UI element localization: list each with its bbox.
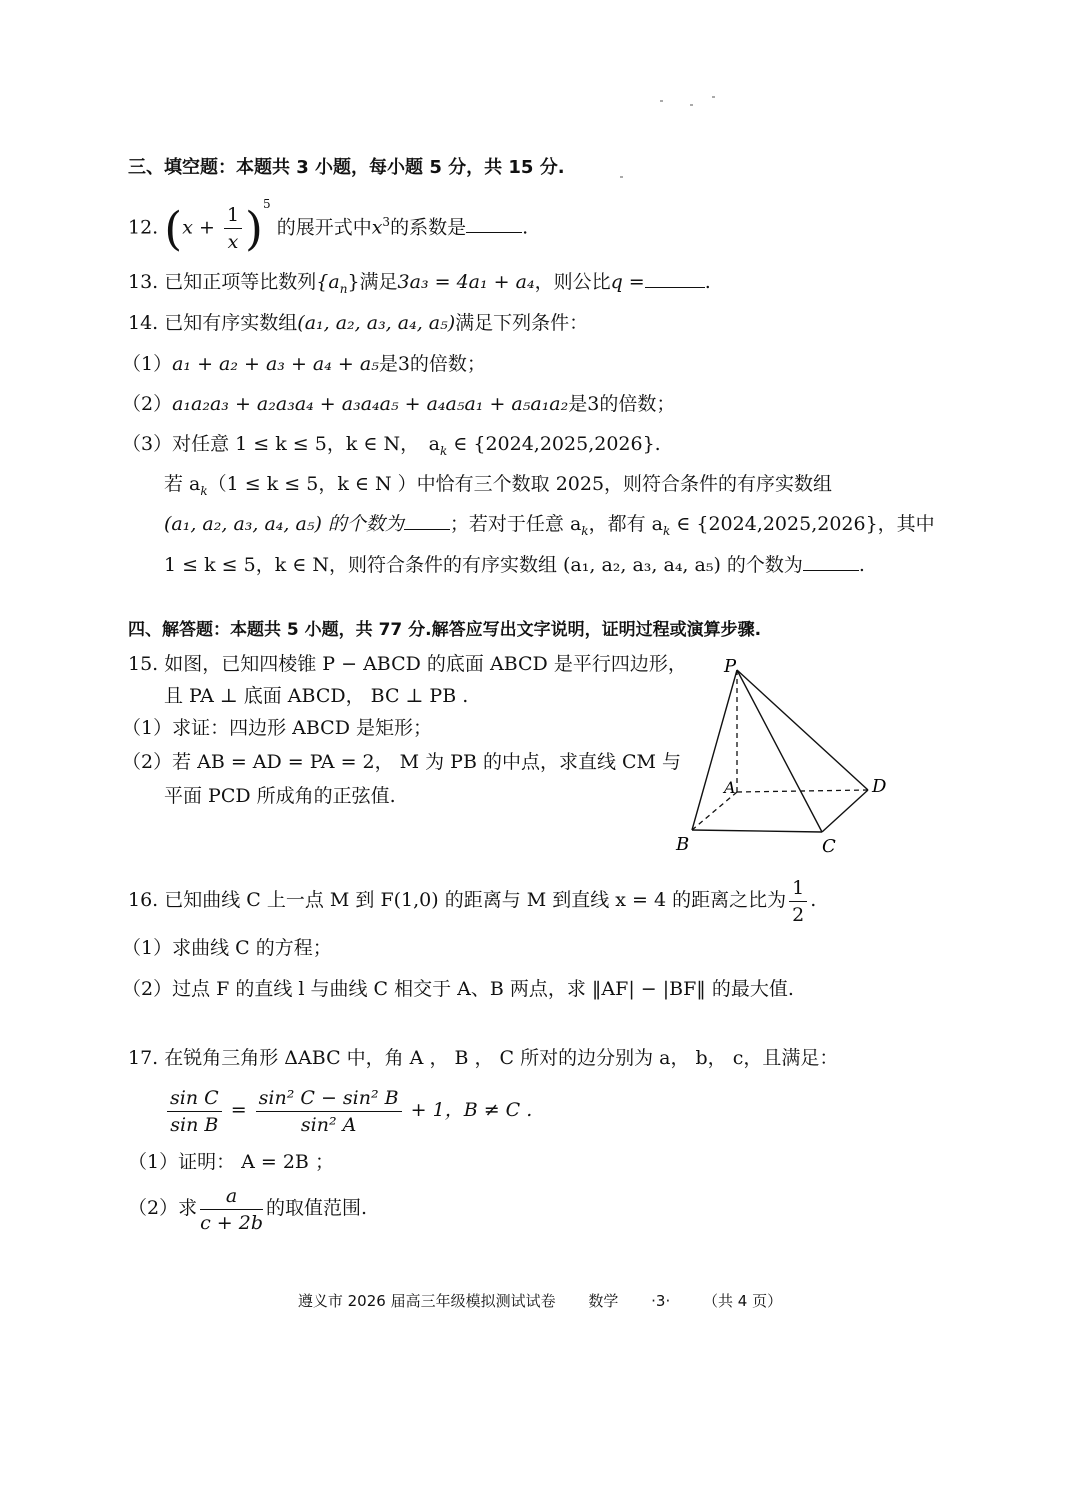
- q13-number: 13.: [128, 271, 159, 293]
- q14-p1a: 若 a: [164, 473, 201, 495]
- q13-seq-sub: n: [339, 281, 348, 296]
- question-12: [128, 196, 528, 255]
- q17-number: 17.: [128, 1047, 159, 1069]
- question-14: [128, 311, 588, 335]
- q14-p1-sub: k: [200, 483, 208, 498]
- q16-part2: （2）过点 F 的直线 l 与曲线 C 相交于 A、B 两点，求 ‖AF| − |BF‖ 的最大值.: [122, 978, 794, 1000]
- q14-p2-sub2: k: [662, 523, 671, 538]
- pyramid-figure: [660, 650, 900, 860]
- q14-p2d: ∈ {2024,2025,2026}，其中: [670, 513, 935, 535]
- q14-paragraph-2: [164, 512, 935, 543]
- q14-condition-1: [122, 352, 486, 376]
- q14-intro: 已知有序实数组: [164, 312, 298, 334]
- q16-frac-den: 2: [792, 903, 805, 926]
- q12-end: .: [522, 216, 529, 239]
- q14-c2-text: 是3的倍数；: [568, 393, 676, 415]
- q14-c2-label: （2）: [122, 393, 173, 415]
- q13-end: .: [704, 271, 711, 293]
- q16-frac-num: 1: [789, 875, 807, 902]
- q14-c1-label: （1）: [122, 353, 173, 375]
- q14-condition-2: [122, 392, 675, 416]
- edge-PB: [692, 670, 737, 830]
- edge-AD-hidden: [737, 790, 868, 792]
- q17-equals: =: [230, 1099, 247, 1121]
- q14-p3a: 1 ≤ k ≤ 5，k ∈ N，则符合条件的有序实数组 (a₁, a₂, a₃, a₄, a₅) 的个数为: [164, 554, 803, 576]
- q15-line1: 如图，已知四棱锥 P − ABCD 的底面 ABCD 是平行四边形，: [164, 653, 687, 675]
- q15-number: 15.: [128, 653, 159, 675]
- question-15: [128, 652, 687, 676]
- q14-tuple: (a₁, a₂, a₃, a₄, a₅): [297, 312, 456, 334]
- section-3-heading: 三、填空题：本题共 3 小题，每小题 5 分，共 15 分.: [128, 157, 565, 178]
- label-P: P: [724, 656, 737, 677]
- q17-frac3-num: a: [200, 1183, 263, 1210]
- q13-seq: {a: [316, 271, 340, 293]
- edge-BC: [692, 830, 822, 832]
- scan-speck: [712, 96, 715, 98]
- q15-part2-cont: 平面 PCD 所成角的正弦值.: [164, 785, 396, 807]
- q14-c1-text: 是3的倍数；: [378, 353, 486, 375]
- q12-text2: 的系数是: [390, 216, 467, 239]
- q12-fraction: [224, 202, 242, 255]
- scan-speck: [660, 100, 663, 102]
- edge-PD: [737, 670, 868, 790]
- q12-number: 12.: [128, 216, 159, 239]
- q17-frac2-num: sin² C − sin² B: [256, 1085, 402, 1112]
- q12-var: x: [182, 216, 193, 239]
- q14-c3-label: （3）: [122, 433, 173, 455]
- q17-frac2: [256, 1085, 402, 1138]
- q13-q: q =: [610, 271, 645, 293]
- q16-number: 16.: [128, 889, 159, 911]
- scan-speck: [620, 176, 623, 178]
- scan-speck: [690, 104, 693, 106]
- answer-blank[interactable]: [803, 569, 859, 571]
- q12-frac-num: 1: [224, 202, 242, 229]
- q12-right-paren: ): [245, 201, 263, 256]
- q17-frac1-den: sin B: [170, 1113, 219, 1136]
- label-A: A: [724, 778, 736, 797]
- label-B: B: [676, 834, 690, 855]
- q14-p1b: （1 ≤ k ≤ 5，k ∈ N ）中恰有三个数取 2025，则符合条件的有序实数组: [207, 473, 833, 495]
- q13-text2: 满足: [359, 271, 398, 293]
- q14-p3-end: .: [858, 554, 865, 576]
- q14-c1-expr: a₁ + a₂ + a₃ + a₄ + a₅: [172, 353, 379, 375]
- q12-left-paren: (: [164, 201, 183, 256]
- q17-equation: [164, 1082, 532, 1138]
- question-16: [128, 872, 816, 928]
- q13-text3: ，则公比: [534, 271, 611, 293]
- q17-part1: （1）证明： A = 2B ；: [128, 1151, 334, 1173]
- answer-blank[interactable]: [466, 231, 522, 233]
- q17-part2-text: 的取值范围.: [266, 1197, 368, 1219]
- q12-frac-den: x: [227, 230, 239, 253]
- q14-p2b: ；若对于任意 a: [449, 513, 582, 535]
- q17-part2-label: （2）求: [128, 1197, 198, 1219]
- q14-c3-set: ∈ {2024,2025,2026}.: [447, 433, 661, 455]
- question-17: [128, 1046, 838, 1070]
- q13-text1: 已知正项等比数列: [164, 271, 317, 293]
- q14-c3-text: 对任意 1 ≤ k ≤ 5，k ∈ N， a: [172, 433, 440, 455]
- q15-line2: 且 PA ⊥ 底面 ABCD， BC ⊥ PB .: [164, 685, 469, 707]
- edge-CD: [822, 790, 868, 832]
- q17-frac3: [200, 1183, 263, 1236]
- q16-fraction: [789, 875, 807, 928]
- label-C: C: [822, 836, 836, 857]
- q17-frac3-den: c + 2b: [200, 1211, 263, 1234]
- footer-subject: 数学: [588, 1292, 619, 1310]
- q17-frac2-den: sin² A: [300, 1113, 357, 1136]
- section-4-heading: 四、解答题：本题共 5 小题，共 77 分.解答应写出文字说明，证明过程或演算步骤.: [128, 620, 762, 640]
- q14-p2c: ，都有 a: [588, 513, 663, 535]
- q14-p2-sub: k: [581, 523, 589, 538]
- footer-page-number: ·3·: [651, 1292, 671, 1310]
- q13-seq-end: }: [347, 271, 360, 293]
- q14-intro-end: 满足下列条件：: [455, 312, 589, 334]
- question-13: [128, 270, 711, 301]
- q12-pow3: 3: [382, 215, 391, 229]
- q14-p2a: (a₁, a₂, a₃, a₄, a₅) 的个数为: [164, 513, 404, 535]
- label-D: D: [872, 776, 887, 797]
- q17-frac1-num: sin C: [167, 1085, 222, 1112]
- q12-exponent: 5: [263, 197, 271, 211]
- q12-plus: +: [198, 216, 215, 239]
- q14-c3-sub: k: [439, 443, 448, 458]
- answer-blank[interactable]: [404, 528, 450, 530]
- q14-paragraph-1: [164, 472, 832, 503]
- q13-equation: 3a₃ = 4a₁ + a₄: [397, 271, 535, 293]
- q17-line1: 在锐角三角形 ΔABC 中，角 A ， B ， C 所对的边分别为 a， b， c，且满足：: [164, 1047, 839, 1069]
- q16-line1: 已知曲线 C 上一点 M 到 F(1,0) 的距离与 M 到直线 x = 4 的距离之比为: [164, 889, 787, 911]
- q16-part1: （1）求曲线 C 的方程；: [122, 937, 332, 959]
- q17-part2: [128, 1180, 367, 1236]
- q14-condition-3: [122, 432, 661, 463]
- q17-tail: + 1，B ≠ C .: [410, 1099, 533, 1121]
- page-footer: [0, 1290, 1080, 1311]
- q14-c2-expr: a₁a₂a₃ + a₂a₃a₄ + a₃a₄a₅ + a₄a₅a₁ + a₅a₁a₂: [172, 393, 569, 415]
- answer-blank[interactable]: [645, 286, 705, 288]
- q14-number: 14.: [128, 312, 159, 334]
- footer-title: 遵义市 2026 届高三年级模拟测试试卷: [297, 1292, 556, 1310]
- q17-frac1: [167, 1085, 222, 1138]
- q12-text1: 的展开式中: [276, 216, 372, 239]
- q15-part2: （2）若 AB = AD = PA = 2， M 为 PB 的中点，求直线 CM 与: [122, 751, 682, 773]
- edge-AB-hidden: [692, 792, 737, 830]
- q14-paragraph-3: [164, 553, 865, 577]
- footer-total-pages: （共 4 页）: [703, 1292, 783, 1310]
- edge-PC: [737, 670, 822, 832]
- q16-end: .: [810, 889, 817, 911]
- q15-part1: （1）求证：四边形 ABCD 是矩形；: [122, 717, 432, 739]
- q12-x3: x: [371, 216, 383, 239]
